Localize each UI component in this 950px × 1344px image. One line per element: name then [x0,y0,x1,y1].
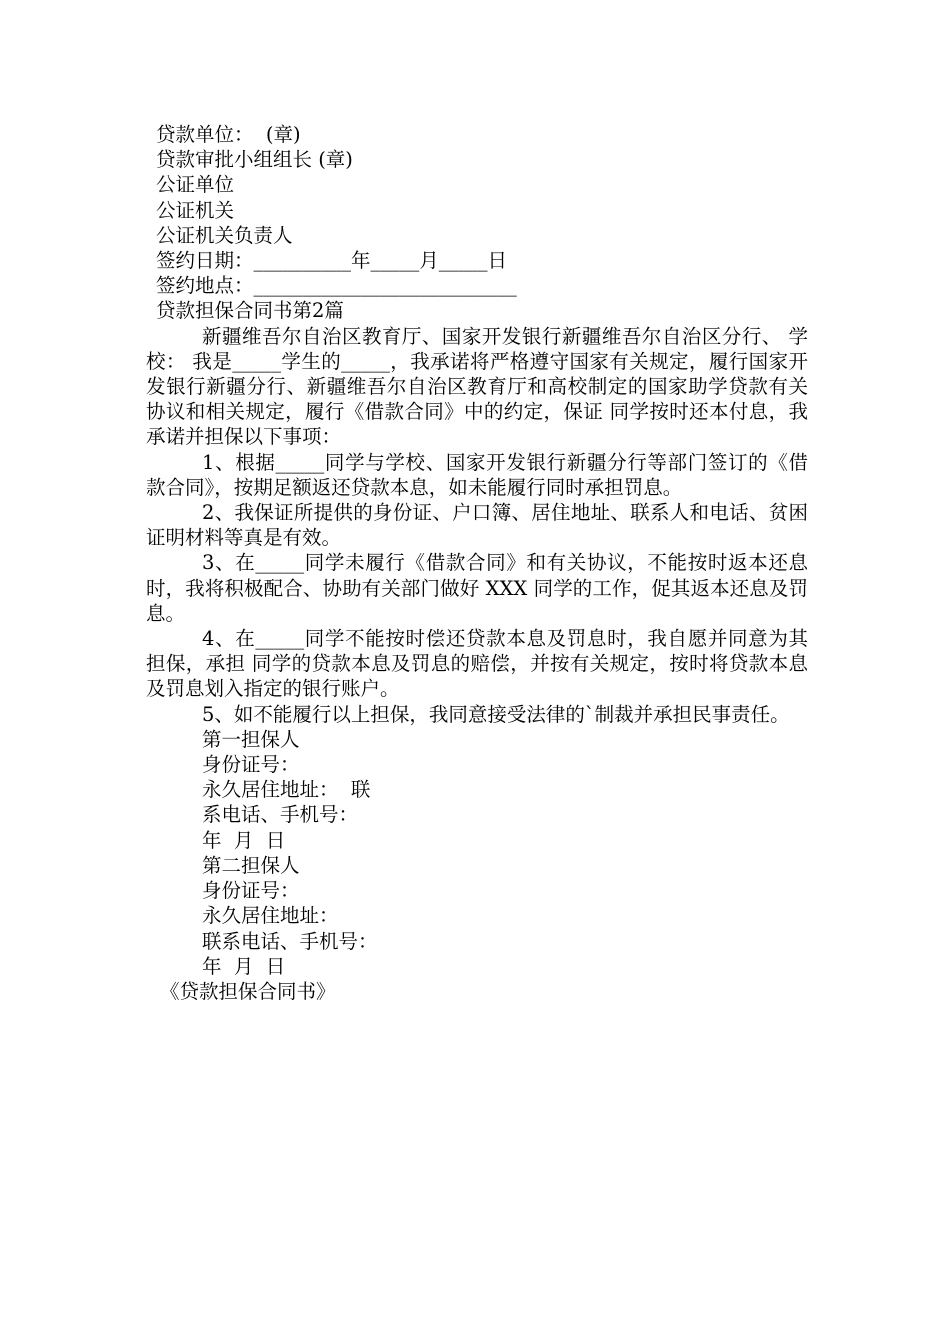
guarantor-2-title: 第二担保人 [202,853,300,877]
guarantor-1-id: 身份证号： [202,753,300,777]
approval-leader-line: 贷款审批小组组长 (章) [156,148,353,172]
paragraph-item-3: 3、在_____同学未履行《借款合同》和有关协议，不能按时返本还息时，我将积极配合、协助有关部门做好 XXX 同学的工作，促其返本还息及罚息。 [146,551,808,625]
notary-unit-line: 公证单位 [156,173,235,197]
document-body [146,122,808,1004]
paragraph-item-5: 5、如不能履行以上担保，我同意接受法律的`制裁并承担民事责任。 [202,702,790,726]
sign-place-line: 签约地点：___________________________ [156,274,517,298]
section-title: 贷款担保合同书第2篇 [156,299,344,323]
paragraph-item-4: 4、在_____同学不能按时偿还贷款本息及罚息时，我自愿并同意为其担保，承担 同学的贷款本息及罚息的赔偿，并按有关规定，按时将贷款本息及罚息划入指定的银行账户。 [146,627,808,701]
loan-unit-line: 贷款单位： (章) [156,123,301,146]
guarantor-1-block [146,727,808,853]
notary-head-line: 公证机关负责人 [156,223,293,247]
guarantor-1-phone: 系电话、手机号： [202,803,359,827]
paragraph-item-2: 2、我保证所提供的身份证、户口簿、居住地址、联系人和电话、贫困证明材料等真是有效。 [146,501,808,550]
paragraph-intro: 新疆维吾尔自治区教育厅、国家开发银行新疆维吾尔自治区分行、 学校： 我是_____学生的_____，我承诺将严格遵守国家有关规定，履行国家开发银行新疆分行、新疆维吾尔自治区教育厅和高校制定的国家助学贷款有关协议和相关规定，履行《借款合同》中的约定，保证 同学按时还本付息，我承诺并担保以下事项： [146,324,808,449]
footer-title: 《贷款担保合同书》 [160,979,336,1003]
guarantor-1-date: 年 月 日 [202,828,286,852]
guarantor-1-address: 永久居住地址： 联 [202,778,371,802]
guarantor-2-block [146,853,808,979]
guarantor-2-date: 年 月 日 [202,954,286,978]
sign-date-line: 签约日期：__________年_____月_____日 [156,249,508,273]
guarantor-2-address: 永久居住地址： [202,904,339,928]
paragraph-item-1: 1、根据_____同学与学校、国家开发银行新疆分行等部门签订的《借款合同》，按期足额返还贷款本息，如未能履行同时承担罚息。 [146,450,808,499]
guarantor-1-title: 第一担保人 [202,727,300,751]
guarantor-2-phone: 联系电话、手机号： [202,929,378,953]
notary-office-line: 公证机关 [156,198,235,222]
guarantor-2-id: 身份证号： [202,879,300,903]
